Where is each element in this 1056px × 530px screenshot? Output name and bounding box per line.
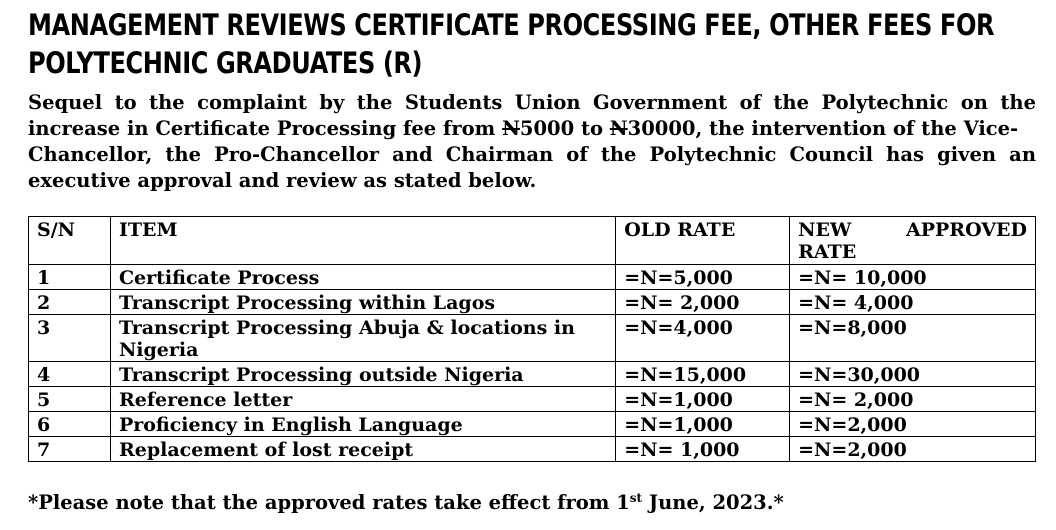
intro-line-2	[28, 116, 1036, 142]
fee-row-new-rate: =N=2,000	[790, 437, 1036, 462]
fee-row-old-rate: =N=15,000	[616, 362, 790, 387]
fee-row	[29, 362, 1036, 387]
fee-row-old-rate: =N= 1,000	[616, 437, 790, 462]
fee-row-sn: 6	[29, 412, 111, 437]
footnote-text-after: June, 2023.*	[642, 491, 784, 514]
intro-line-2-text-b: to	[574, 117, 610, 140]
header-item: ITEM	[110, 217, 615, 265]
fee-row-new-rate: =N= 10,000	[790, 265, 1036, 290]
header-new-word: NEW	[798, 219, 852, 241]
header-rate-word: RATE	[798, 241, 857, 263]
header-new-approved-line	[798, 219, 1027, 241]
naira-symbol: N	[502, 117, 520, 140]
header-old-rate: OLD RATE	[616, 217, 790, 265]
fee-row	[29, 387, 1036, 412]
fee-row-new-rate: =N=30,000	[790, 362, 1036, 387]
fees-table	[28, 216, 1036, 462]
raised-fee-amount: 30000	[627, 117, 696, 140]
fee-row-new-rate: =N=8,000	[790, 315, 1036, 362]
fees-table-header-row	[29, 217, 1036, 265]
intro-line-2-text-a: increase in Certificate Processing fee from	[28, 117, 503, 140]
fee-row-sn: 4	[29, 362, 111, 387]
fee-row-item: Transcript Processing within Lagos	[110, 290, 615, 315]
fee-row-old-rate: =N=5,000	[616, 265, 790, 290]
headline-line-2: POLYTECHNIC GRADUATES (R)	[28, 46, 423, 80]
fee-row-new-rate: =N= 4,000	[790, 290, 1036, 315]
header-new-approved-rate	[790, 217, 1036, 265]
footnote-text-before: *Please note that the approved rates take effect from 1	[28, 491, 630, 514]
header-approved-word: APPROVED	[905, 219, 1027, 241]
fee-row-item: Reference letter	[110, 387, 615, 412]
intro-line-3: Chancellor, the Pro-Chancellor and Chairman of the Polytechnic Council has given an	[28, 143, 1036, 166]
intro-paragraph	[28, 90, 1036, 194]
fee-row-new-rate: =N= 2,000	[790, 387, 1036, 412]
fee-row	[29, 290, 1036, 315]
intro-line-4: executive approval and review as stated below.	[28, 169, 537, 192]
fee-row-old-rate: =N= 2,000	[616, 290, 790, 315]
fee-row-item: Proficiency in English Language	[110, 412, 615, 437]
fee-row-sn: 7	[29, 437, 111, 462]
fee-row-item: Transcript Processing Abuja & locations in Nigeria	[110, 315, 615, 362]
fee-row-old-rate: =N=1,000	[616, 412, 790, 437]
effective-date-note	[28, 490, 784, 516]
fee-row-item: Transcript Processing outside Nigeria	[110, 362, 615, 387]
fee-row-new-rate: =N=2,000	[790, 412, 1036, 437]
fee-row	[29, 437, 1036, 462]
fee-row-old-rate: =N=1,000	[616, 387, 790, 412]
fee-row-old-rate: =N=4,000	[616, 315, 790, 362]
header-sn: S/N	[29, 217, 111, 265]
fee-row-sn: 5	[29, 387, 111, 412]
old-fee-amount: 5000	[519, 117, 575, 140]
intro-line-1: Sequel to the complaint by the Students Union Government of the Polytechnic on the	[28, 91, 1036, 114]
naira-symbol: N	[609, 117, 628, 140]
intro-line-2-text-c: , the intervention of the Vice-	[695, 117, 1019, 140]
fee-row-item: Replacement of lost receipt	[110, 437, 615, 462]
headline	[28, 6, 995, 82]
fee-row-sn: 3	[29, 315, 111, 362]
footnote-ordinal-suffix: st	[629, 491, 643, 505]
fee-row	[29, 265, 1036, 290]
fee-row	[29, 315, 1036, 362]
fees-table-body	[29, 265, 1036, 462]
fee-row-item: Certificate Process	[110, 265, 615, 290]
fee-row	[29, 412, 1036, 437]
fee-row-sn: 1	[29, 265, 111, 290]
headline-line-1: MANAGEMENT REVIEWS CERTIFICATE PROCESSING FEE, OTHER FEES FOR	[28, 8, 995, 42]
fee-row-sn: 2	[29, 290, 111, 315]
